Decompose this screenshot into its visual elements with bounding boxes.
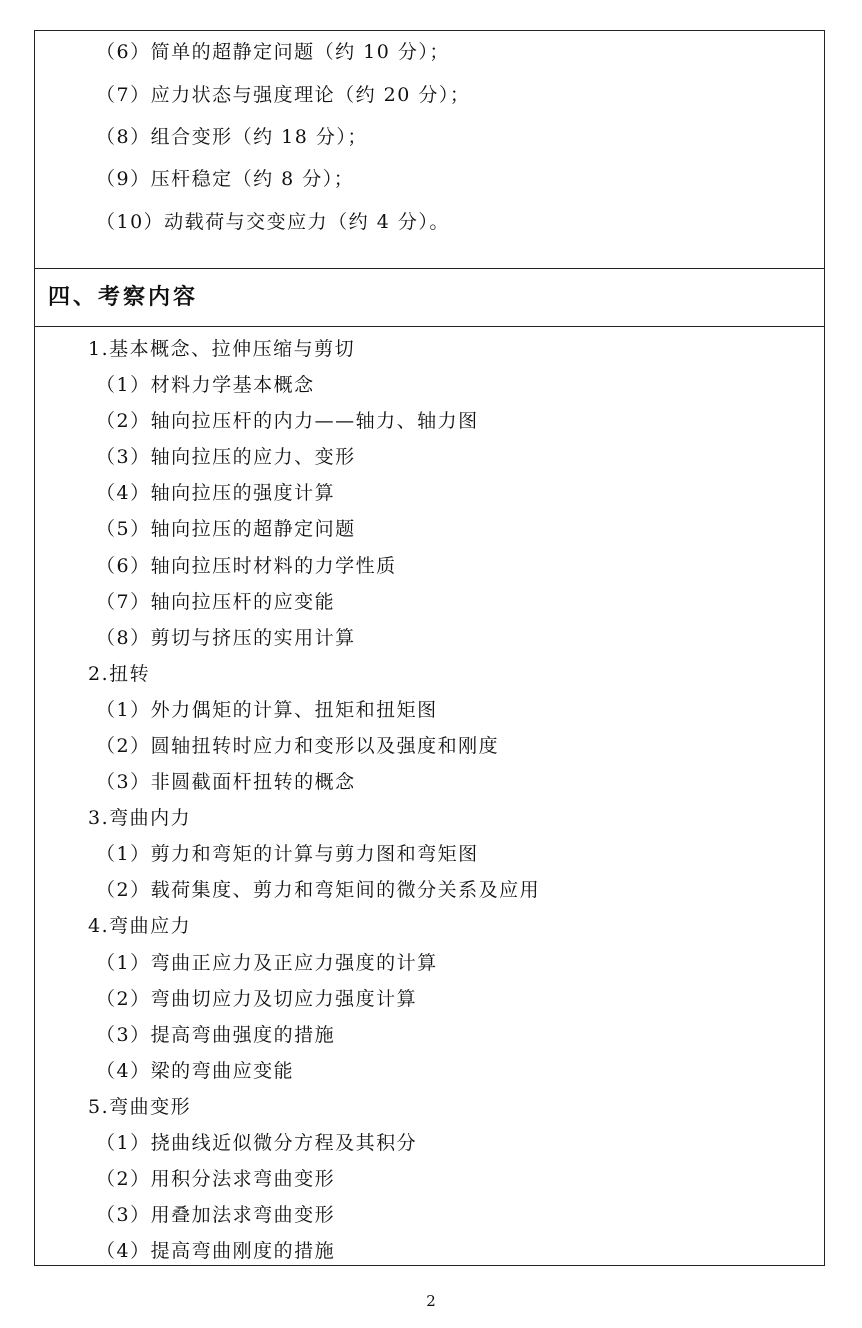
subtopic-item: （7）轴向拉压杆的应变能 [96,591,336,613]
subtopic-item: （1）材料力学基本概念 [96,374,315,396]
score-item: （6）简单的超静定问题（约 10 分）； [96,41,450,63]
subtopic-item: （2）载荷集度、剪力和弯矩间的微分关系及应用 [96,879,541,901]
topic-heading: 3.弯曲内力 [88,807,192,829]
score-item: （8）组合变形（约 18 分）； [96,126,368,148]
subtopic-item: （4）提高弯曲刚度的措施 [96,1240,336,1262]
subtopic-item: （2）圆轴扭转时应力和变形以及强度和刚度 [96,735,500,757]
section-heading: 四、考察内容 [48,284,199,310]
score-item: （10）动载荷与交变应力（约 4 分）。 [96,211,450,233]
subtopic-item: （1）外力偶矩的计算、扭矩和扭矩图 [96,699,438,721]
subtopic-item: （2）轴向拉压杆的内力——轴力、轴力图 [96,410,479,432]
subtopic-item: （6）轴向拉压时材料的力学性质 [96,555,397,577]
topic-heading: 5.弯曲变形 [88,1096,192,1118]
subtopic-item: （3）用叠加法求弯曲变形 [96,1204,336,1226]
subtopic-item: （3）轴向拉压的应力、变形 [96,446,356,468]
subtopic-item: （5）轴向拉压的超静定问题 [96,518,356,540]
score-item: （7）应力状态与强度理论（约 20 分）； [96,84,471,106]
subtopic-item: （1）剪力和弯矩的计算与剪力图和弯矩图 [96,843,479,865]
subtopic-item: （8）剪切与挤压的实用计算 [96,627,356,649]
subtopic-item: （2）用积分法求弯曲变形 [96,1168,336,1190]
subtopic-item: （2）弯曲切应力及切应力强度计算 [96,988,418,1010]
previous-section-box [34,30,825,269]
subtopic-item: （3）非圆截面杆扭转的概念 [96,771,356,793]
subtopic-item: （3）提高弯曲强度的措施 [96,1024,336,1046]
subtopic-item: （1）弯曲正应力及正应力强度的计算 [96,952,438,974]
score-item: （9）压杆稳定（约 8 分）； [96,168,355,190]
subtopic-item: （4）轴向拉压的强度计算 [96,482,336,504]
topic-heading: 4.弯曲应力 [88,915,192,937]
subtopic-item: （1）挠曲线近似微分方程及其积分 [96,1132,418,1154]
page-number: 2 [426,1292,436,1310]
topic-heading: 2.扭转 [88,663,151,685]
topic-heading: 1.基本概念、拉伸压缩与剪切 [88,338,356,360]
subtopic-item: （4）梁的弯曲应变能 [96,1060,295,1082]
